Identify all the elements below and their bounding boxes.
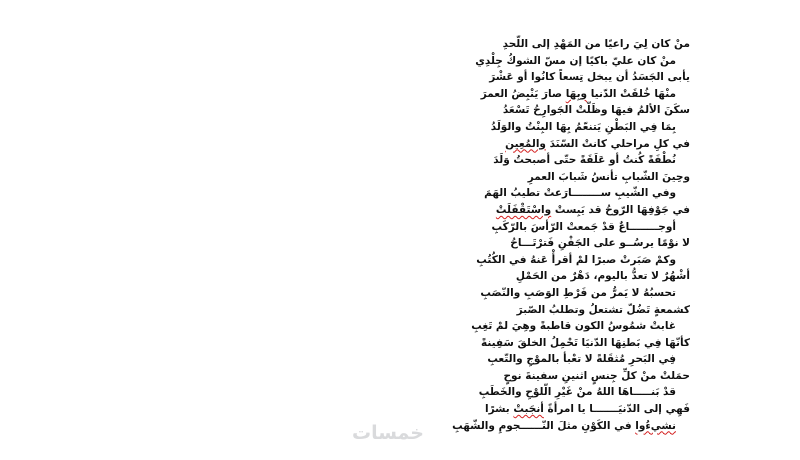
poem-line [70,318,690,335]
line-text: فَهِي إلى الدّنيَـــــــا يا امرأةً [543,403,690,416]
line-text: بشرًا [484,403,514,416]
line-text: وحِينَ الشّبابِ تأنسُ شَبابَ العمرِ [527,170,690,183]
poem-line [70,119,690,136]
line-text: أوجــــــــاعٌ قدْ جَمعتْ الرّأسَ بالرّكَبِ [491,220,676,233]
misspelled-word: واسْتَقْفَلَتْ [495,203,552,216]
line-text: وكمْ صَبَرتْ صبرًا لمْ أقرأْ عَنهُ في الكُتُبِ [476,253,676,266]
line-text: منْ كان لِيَ راعيًا من المَهْدِ إلى اللّحدِ [502,38,690,50]
line-text: تحسبُهُ لا يَمرُّ من فَرْطِ الوَصَبِ والنّصَبِ [480,286,676,299]
poem-line [70,169,690,186]
poem-line [70,351,690,368]
poem-line [70,136,690,153]
line-text: كشمعةٍ تَضُلّ تشتعلُ وتطلبُ الصّبرَ [516,303,690,316]
line-text: لا نوْمًا يرسُــو على الجَفْنِ فَترْتَـــاحُ [510,237,690,250]
poem-line [70,368,690,385]
poem-line [70,86,690,103]
poem-line [70,268,690,285]
poem-line [70,285,690,302]
poem-line [70,384,690,401]
line-text: نُطْفَةً كُنتُ أو عَلَقَةً حتّى أصبحتُ وَلَدَ [493,154,676,167]
poem-line [70,36,690,53]
poem-line [70,401,690,418]
poem-text-block [70,36,690,434]
line-text: صارَ يَنْبِضُ العمرَ [480,87,566,100]
line-text: بِمَا فِي البَطْنِ يَتنعّمُ بِهَا البِنْتُ والوَلَدُ [490,120,676,133]
poem-line [70,235,690,252]
line-text: منْهَا خُلقَتْ الدّنيا [587,87,676,100]
misspelled-word: وبِهَا [565,87,588,100]
poem-line [70,53,690,70]
line-text: في كلِ مراحلي كانتْ السّنَدَ [545,137,690,150]
line-text: كأنّهَا فِي بَطنِهَا الدّنيَا تَحْمِلُ الخلقَ سَفِينةً [480,336,690,349]
poem-line [70,335,690,352]
line-text: في الكَوْنِ مثلَ النّــــــجومِ والشّهَبِ [452,419,636,432]
line-text: سكَنَ الألمُ فيهَا وظَلّتْ الجَوارِحُ تَسْعَدُ [502,104,690,117]
line-text: فِي البَحرِ مُثقَلةً لا تعْبأ بالموْجِ والتّعبِ [487,353,676,366]
line-text: منْ كان عليّ باكيًا إن مسّ الشوكُ جِلْدِي [475,54,676,67]
misspelled-word: والمُعِين [505,137,546,150]
line-text: وفي الشّيبِ ســــــــارَعتْ تطيبُ الهَمَ [484,187,676,200]
poem-line [70,252,690,269]
poem-line [70,302,690,319]
line-text: غابتْ شمُوسُ الكون قاطبةً وهِيَ لمْ تَغِبِ [471,320,676,333]
poem-line [70,152,690,169]
line-text: أشْهُرٌ لا تعدُّ باليوم، دَهْرٌ من الحَمْلِ [515,270,690,283]
poem-line [70,102,690,119]
poem-line [70,69,690,86]
line-text: في جَوْفِهَا الرّوحُ قد يَبِستْ [551,203,690,216]
line-text: قدْ بَنـــــاهَا اللهُ منْ غَيْرِ الّلوْحِ والخَطَبِ [478,386,676,399]
poem-line [70,202,690,219]
line-text: يأبى الجَسَدُ أن يبخل تِسعاً كانُوا أو عَشْرَ [489,71,690,84]
poem-line [70,185,690,202]
poem-line [70,219,690,236]
misspelled-word: نشيءُوا [635,419,676,432]
misspelled-word: أنجَبتْ [513,403,544,416]
line-text: حمَلتْ منْ كلِّ جِنسٍ اثنينِ سفينةَ نوحٍ [503,369,690,382]
site-watermark: خمسات [352,422,424,444]
